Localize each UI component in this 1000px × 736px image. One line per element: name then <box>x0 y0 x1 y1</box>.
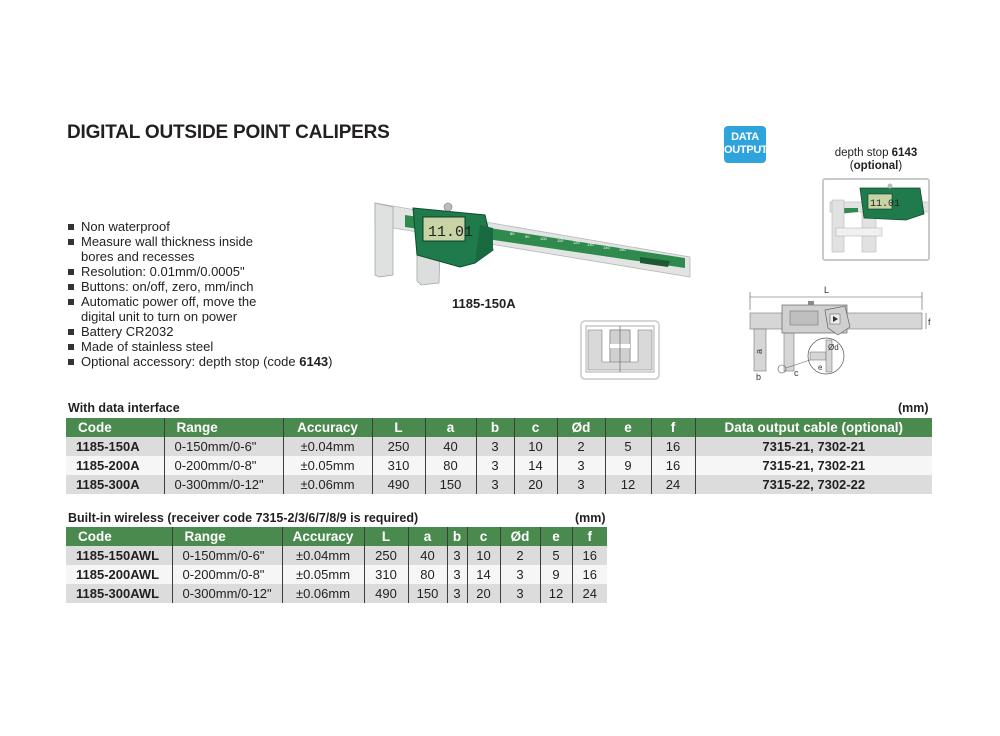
table-built-in-wireless <box>66 527 607 603</box>
col-header: a <box>408 527 447 546</box>
table-row: 1185-200A 0-200mm/0-8" ±0.05mm 310 80 3 14 3 9 16 7315-21, 7302-21 <box>66 456 932 475</box>
feature-item: Automatic power off, move the digital unit to turn on power <box>67 294 286 324</box>
col-header: Data output cable (optional) <box>695 418 932 437</box>
table-row: 1185-200AWL 0-200mm/0-8" ±0.05mm 310 80 3 14 3 9 16 <box>66 565 607 584</box>
table-row: 1185-300AWL 0-300mm/0-12" ±0.06mm 490 150 3 20 3 12 24 <box>66 584 607 603</box>
table-header-row <box>66 418 932 437</box>
svg-text:a: a <box>754 348 764 354</box>
col-header: b <box>447 527 467 546</box>
table-with-data-interface <box>66 418 932 494</box>
col-header: Range <box>164 418 283 437</box>
page-title: DIGITAL OUTSIDE POINT CALIPERS <box>67 122 390 143</box>
jaw-section-diagram <box>580 320 660 380</box>
feature-item: Optional accessory: depth stop (code 6143) <box>67 354 367 369</box>
col-header: c <box>514 418 557 437</box>
col-header: Ød <box>500 527 540 546</box>
table2-unit: (mm) <box>575 511 606 525</box>
svg-text:150: 150 <box>619 247 626 252</box>
depth-stop-caption: depth stop 6143 (optional) <box>834 147 918 172</box>
svg-text:80: 80 <box>510 231 515 236</box>
feature-item: Buttons: on/off, zero, mm/inch <box>67 279 367 294</box>
feature-item: Battery CR2032 <box>67 324 367 339</box>
caliper-product-image <box>365 195 695 295</box>
col-header: Ød <box>557 418 605 437</box>
feature-list <box>67 219 367 369</box>
bullet-icon <box>68 224 74 230</box>
bullet-icon <box>68 344 74 350</box>
data-output-badge: DATA OUTPUT <box>724 126 766 163</box>
svg-text:130: 130 <box>587 242 594 247</box>
table1-caption: With data interface <box>68 401 180 415</box>
table2-caption: Built-in wireless (receiver code 7315-2/3/6/7/8/9 is required) <box>68 511 419 525</box>
model-label: 1185-150A <box>452 296 516 311</box>
col-header: e <box>605 418 651 437</box>
col-header: L <box>372 418 425 437</box>
svg-text:11.01: 11.01 <box>870 199 901 210</box>
svg-text:c: c <box>794 368 799 378</box>
svg-text:Ød: Ød <box>828 343 839 352</box>
col-header: f <box>572 527 607 546</box>
col-header: a <box>425 418 476 437</box>
table1-unit: (mm) <box>898 401 929 415</box>
col-header: c <box>467 527 500 546</box>
svg-text:140: 140 <box>603 245 610 250</box>
dimension-diagram <box>742 280 937 385</box>
col-header: Code <box>66 418 164 437</box>
bullet-icon <box>68 359 74 365</box>
col-header: b <box>476 418 514 437</box>
table-header-row <box>66 527 607 546</box>
bullet-icon <box>68 329 74 335</box>
col-header: Accuracy <box>283 418 372 437</box>
col-header: Accuracy <box>282 527 364 546</box>
col-header: f <box>651 418 695 437</box>
svg-text:11.01: 11.01 <box>428 224 474 241</box>
depth-stop-image <box>822 178 930 261</box>
table-row: 1185-150A 0-150mm/0-6" ±0.04mm 250 40 3 10 2 5 16 7315-21, 7302-21 <box>66 437 932 456</box>
svg-text:90: 90 <box>525 234 530 239</box>
bullet-icon <box>68 239 74 245</box>
bullet-icon <box>68 269 74 275</box>
svg-text:f: f <box>928 317 931 327</box>
col-header: Range <box>172 527 282 546</box>
svg-text:b: b <box>756 372 762 382</box>
svg-text:100: 100 <box>540 236 547 241</box>
bullet-icon <box>68 284 74 290</box>
svg-text:110: 110 <box>557 238 564 243</box>
svg-text:e: e <box>818 363 823 372</box>
feature-item: Made of stainless steel <box>67 339 367 354</box>
col-header: L <box>364 527 408 546</box>
feature-item: Non waterproof <box>67 219 367 234</box>
col-header: e <box>540 527 572 546</box>
bullet-icon <box>68 299 74 305</box>
feature-item: Measure wall thickness inside bores and recesses <box>67 234 281 264</box>
col-header: Code <box>66 527 172 546</box>
table-row: 1185-300A 0-300mm/0-12" ±0.06mm 490 150 3 20 3 12 24 7315-22, 7302-22 <box>66 475 932 494</box>
feature-item: Resolution: 0.01mm/0.0005" <box>67 264 367 279</box>
svg-text:120: 120 <box>573 240 580 245</box>
table-row: 1185-150AWL 0-150mm/0-6" ±0.04mm 250 40 3 10 2 5 16 <box>66 546 607 565</box>
svg-text:L: L <box>824 285 830 295</box>
